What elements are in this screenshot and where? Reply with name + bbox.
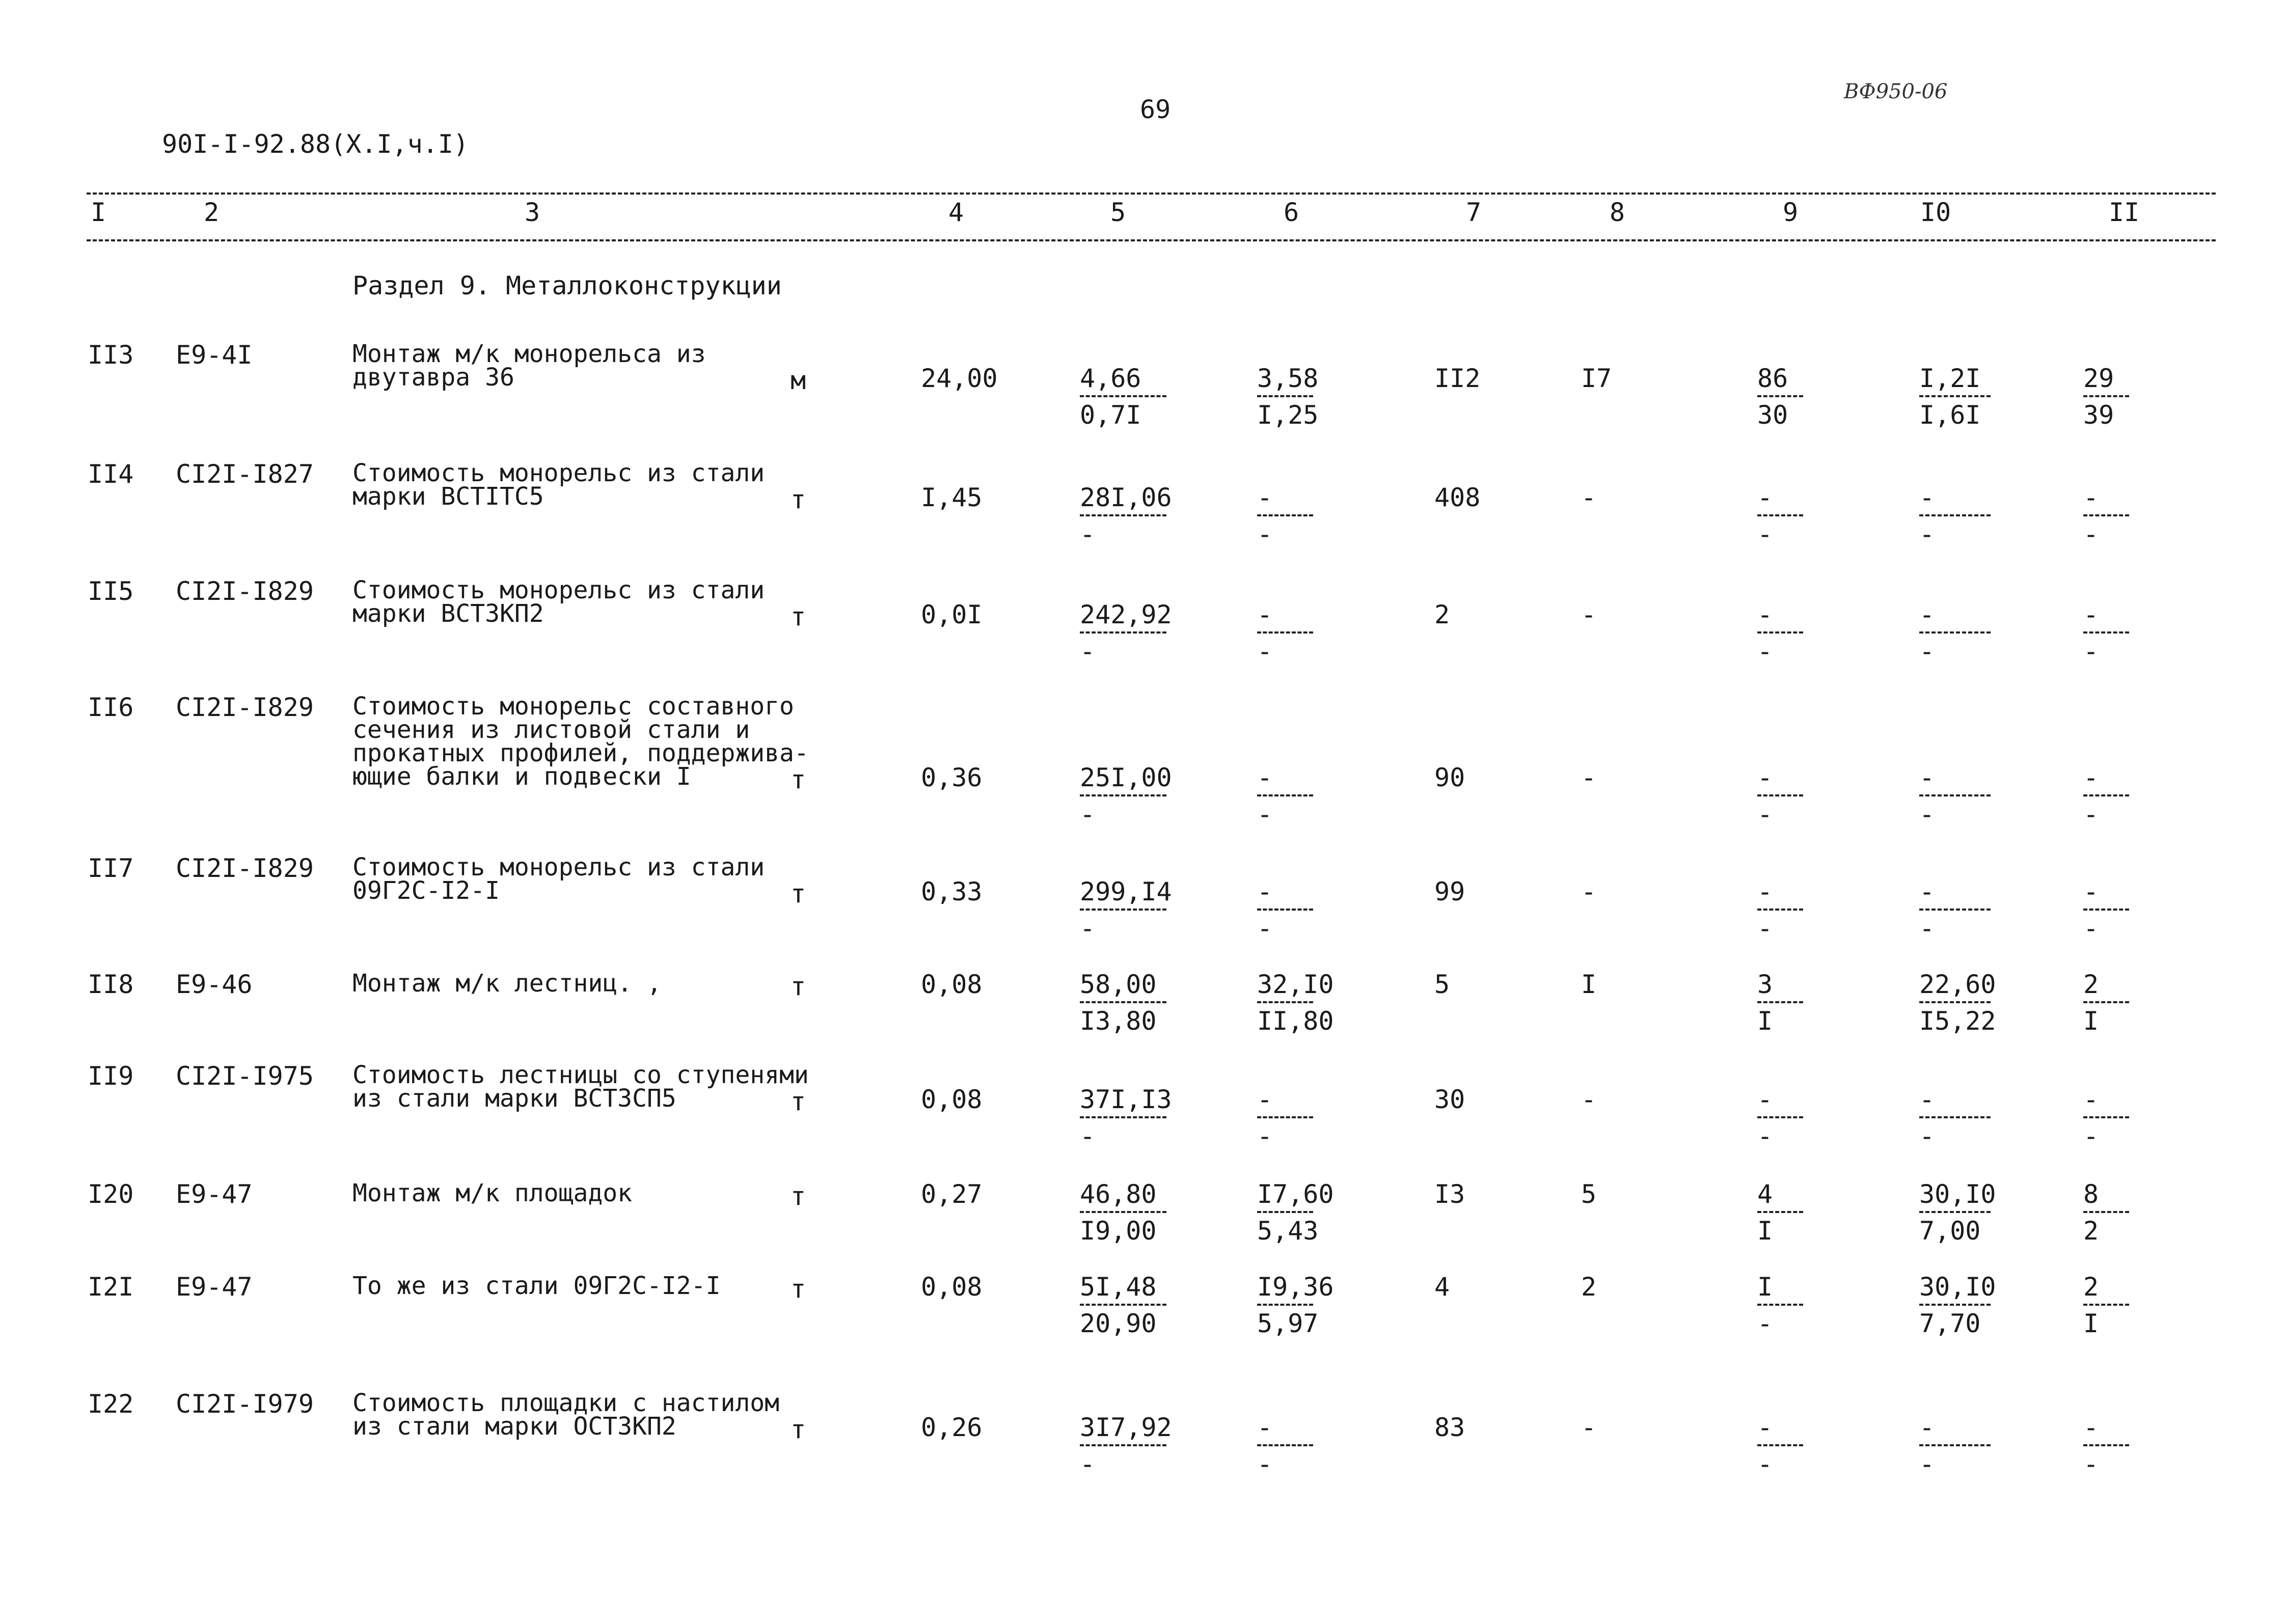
c11-numerator: 2 (2083, 970, 2099, 999)
work-description (352, 692, 809, 791)
c10-numerator: I,2I (1919, 364, 1981, 393)
unit: т (791, 485, 806, 514)
description-line: ющие балки и подвески I (352, 762, 691, 791)
c6-fraction-rule (1257, 1304, 1313, 1306)
c9-denominator: - (1757, 1121, 1773, 1151)
c9-denominator: - (1757, 1449, 1773, 1479)
work-description (352, 576, 765, 628)
c11-fraction-rule (2083, 631, 2129, 634)
c8-value: - (1581, 600, 1597, 629)
c9-denominator: - (1757, 800, 1773, 829)
c10-fraction-rule (1919, 514, 1991, 516)
c11-denominator: - (2083, 1449, 2099, 1479)
c7-value: 99 (1434, 877, 1465, 906)
c6-numerator: 32,I0 (1257, 970, 1334, 999)
c6-numerator: - (1257, 877, 1273, 906)
quantity: I,45 (921, 483, 983, 512)
c10-fraction-rule (1919, 1001, 1991, 1003)
c10-numerator: - (1919, 1085, 1935, 1114)
c5-denominator: - (1080, 1121, 1096, 1151)
c7-value: 90 (1434, 763, 1465, 792)
c11-fraction-rule (2083, 1211, 2129, 1213)
c6-denominator: 5,43 (1257, 1216, 1319, 1246)
c9-denominator: - (1757, 914, 1773, 943)
work-description (352, 1181, 632, 1205)
c11-fraction-rule (2083, 794, 2129, 796)
c9-numerator: 86 (1757, 364, 1788, 393)
c5-fraction-rule (1080, 1116, 1166, 1118)
c11-fraction-rule (2083, 395, 2129, 397)
c6-fraction-rule (1257, 514, 1313, 516)
c8-value: I (1581, 970, 1597, 999)
c9-numerator: 3 (1757, 970, 1773, 999)
description-line: прокатных профилей, поддержива- (352, 739, 809, 767)
c5-numerator: 3I7,92 (1080, 1413, 1172, 1442)
row-number: II5 (88, 576, 134, 606)
c10-denominator: - (1919, 914, 1935, 943)
c9-numerator: - (1757, 1413, 1773, 1442)
c9-fraction-rule (1757, 1304, 1803, 1306)
c11-fraction-rule (2083, 1001, 2129, 1003)
column-header: 9 (1783, 198, 1799, 227)
row-number: II9 (88, 1061, 134, 1091)
description-line: марки ВСТIТС5 (352, 482, 544, 511)
quantity: 0,08 (921, 1272, 983, 1302)
c8-value: I7 (1581, 364, 1612, 393)
c11-denominator: I (2083, 1309, 2099, 1338)
c5-numerator: 46,80 (1080, 1179, 1157, 1209)
quantity: 24,00 (921, 364, 998, 393)
column-header: 2 (204, 198, 220, 227)
column-header: 8 (1610, 198, 1625, 227)
column-header: 5 (1110, 198, 1126, 227)
c9-fraction-rule (1757, 1001, 1803, 1003)
c11-denominator: 39 (2083, 400, 2114, 430)
c11-denominator: - (2083, 519, 2099, 549)
c6-denominator: II,80 (1257, 1006, 1334, 1036)
description-line: Стоимость монорельс из стали (352, 459, 765, 487)
header-top-rule (87, 192, 2216, 195)
column-header: I (91, 198, 106, 227)
c10-fraction-rule (1919, 794, 1991, 796)
c11-numerator: - (2083, 763, 2099, 792)
c11-denominator: - (2083, 1121, 2099, 1151)
quantity: 0,36 (921, 763, 983, 792)
description-line: из стали марки ОСТ3КП2 (352, 1412, 676, 1441)
row-number: II8 (88, 970, 134, 999)
c5-numerator: 25I,00 (1080, 763, 1172, 792)
description-line: То же из стали 09Г2С-I2-I (352, 1272, 721, 1300)
c5-denominator: - (1080, 800, 1096, 829)
c9-numerator: - (1757, 877, 1773, 906)
c11-denominator: - (2083, 800, 2099, 829)
norm-code: CI2I-I829 (176, 576, 314, 606)
c10-denominator: - (1919, 1449, 1935, 1479)
row-number: I22 (88, 1389, 134, 1419)
page-number: 69 (1140, 95, 1171, 124)
c11-numerator: 8 (2083, 1179, 2099, 1209)
c6-denominator: - (1257, 1121, 1273, 1151)
c9-fraction-rule (1757, 631, 1803, 634)
c9-numerator: - (1757, 600, 1773, 629)
unit: т (791, 1274, 806, 1304)
description-line: Монтаж м/к площадок (352, 1179, 633, 1207)
work-description (352, 853, 765, 905)
work-description (352, 459, 765, 511)
c6-fraction-rule (1257, 1116, 1313, 1118)
c11-denominator: 2 (2083, 1216, 2099, 1246)
c9-fraction-rule (1757, 909, 1803, 911)
column-header: 3 (525, 198, 540, 227)
c5-fraction-rule (1080, 1001, 1166, 1003)
row-number: II7 (88, 854, 134, 883)
c5-fraction-rule (1080, 1304, 1166, 1306)
work-description (352, 1389, 780, 1441)
c7-value: 4 (1434, 1272, 1450, 1302)
column-header: 6 (1284, 198, 1299, 227)
c10-numerator: - (1919, 877, 1935, 906)
c6-denominator: - (1257, 1449, 1273, 1479)
c5-denominator: I9,00 (1080, 1216, 1157, 1246)
c7-value: 83 (1434, 1413, 1465, 1442)
c6-denominator: - (1257, 637, 1273, 666)
column-header: II (2109, 198, 2140, 227)
c9-denominator: I (1757, 1006, 1773, 1036)
handwritten-mark: ВФ950-06 (1844, 80, 1948, 103)
c10-denominator: 7,00 (1919, 1216, 1981, 1246)
c10-denominator: 7,70 (1919, 1309, 1981, 1338)
c8-value: - (1581, 763, 1597, 792)
unit: т (791, 879, 806, 909)
c9-numerator: - (1757, 763, 1773, 792)
quantity: 0,27 (921, 1179, 983, 1209)
c7-value: 408 (1434, 483, 1481, 512)
work-description (352, 340, 706, 392)
c10-denominator: - (1919, 637, 1935, 666)
description-line: двутавра 36 (352, 363, 514, 392)
c5-fraction-rule (1080, 794, 1166, 796)
norm-code: CI2I-I827 (176, 459, 314, 489)
c11-fraction-rule (2083, 1444, 2129, 1446)
c10-fraction-rule (1919, 1444, 1991, 1446)
c6-numerator: I9,36 (1257, 1272, 1334, 1302)
c10-fraction-rule (1919, 1116, 1991, 1118)
c6-numerator: - (1257, 763, 1273, 792)
c10-denominator: I,6I (1919, 400, 1981, 430)
c10-denominator: - (1919, 1121, 1935, 1151)
c5-fraction-rule (1080, 1211, 1166, 1213)
c7-value: 2 (1434, 600, 1450, 629)
section-title: Раздел 9. Металлоконструкции (352, 271, 782, 300)
c11-fraction-rule (2083, 909, 2129, 911)
description-line: Стоимость монорельс из стали (352, 576, 765, 604)
c6-fraction-rule (1257, 1444, 1313, 1446)
c9-numerator: - (1757, 483, 1773, 512)
c10-numerator: - (1919, 483, 1935, 512)
c9-denominator: 30 (1757, 400, 1788, 430)
norm-code: Е9-4I (176, 340, 253, 370)
c5-fraction-rule (1080, 631, 1166, 634)
c10-numerator: 30,I0 (1919, 1179, 1996, 1209)
c6-denominator: - (1257, 519, 1273, 549)
c11-fraction-rule (2083, 514, 2129, 516)
c5-denominator: 20,90 (1080, 1309, 1157, 1338)
c7-value: 30 (1434, 1085, 1465, 1114)
c6-denominator: I,25 (1257, 400, 1319, 430)
document-code: 90I-I-92.88(X.I,ч.I) (162, 129, 469, 159)
c6-fraction-rule (1257, 794, 1313, 796)
row-number: I2I (88, 1272, 134, 1302)
description-line: из стали марки ВСТ3СП5 (352, 1084, 676, 1113)
c11-denominator: - (2083, 637, 2099, 666)
c7-value: 5 (1434, 970, 1450, 999)
c6-fraction-rule (1257, 909, 1313, 911)
c11-numerator: - (2083, 483, 2099, 512)
c5-denominator: - (1080, 1449, 1096, 1479)
c11-numerator: 29 (2083, 364, 2114, 393)
c5-numerator: 4,66 (1080, 364, 1141, 393)
c10-numerator: 30,I0 (1919, 1272, 1996, 1302)
c9-numerator: I (1757, 1272, 1773, 1302)
description-line: Стоимость площадки с настилом (352, 1389, 780, 1417)
c6-fraction-rule (1257, 631, 1313, 634)
c10-fraction-rule (1919, 631, 1991, 634)
c10-numerator: - (1919, 1413, 1935, 1442)
c5-numerator: 242,92 (1080, 600, 1172, 629)
c11-denominator: - (2083, 914, 2099, 943)
description-line: 09Г2С-I2-I (352, 876, 500, 905)
column-header: 4 (948, 198, 964, 227)
quantity: 0,0I (921, 600, 983, 629)
norm-code: Е9-47 (176, 1272, 253, 1302)
row-number: I20 (88, 1179, 134, 1209)
work-description (352, 1061, 809, 1113)
unit: т (791, 1181, 806, 1211)
c5-denominator: - (1080, 914, 1096, 943)
c5-numerator: 28I,06 (1080, 483, 1172, 512)
header-bottom-rule (87, 239, 2216, 241)
unit: м (791, 366, 806, 395)
norm-code: Е9-47 (176, 1179, 253, 1209)
c11-numerator: - (2083, 1413, 2099, 1442)
quantity: 0,08 (921, 1085, 983, 1114)
c5-fraction-rule (1080, 395, 1166, 397)
c10-fraction-rule (1919, 395, 1991, 397)
unit: т (791, 602, 806, 631)
c9-denominator: - (1757, 1309, 1773, 1338)
description-line: Стоимость лестницы со ступенями (352, 1061, 809, 1089)
c9-fraction-rule (1757, 395, 1803, 397)
c6-fraction-rule (1257, 1001, 1313, 1003)
description-line: Монтаж м/к лестниц. , (352, 969, 662, 998)
c9-fraction-rule (1757, 514, 1803, 516)
c10-numerator: - (1919, 600, 1935, 629)
c10-fraction-rule (1919, 909, 1991, 911)
description-line: Стоимость монорельс из стали (352, 853, 765, 882)
c6-numerator: - (1257, 1413, 1273, 1442)
c6-numerator: - (1257, 483, 1273, 512)
c5-numerator: 58,00 (1080, 970, 1157, 999)
c9-denominator: I (1757, 1216, 1773, 1246)
c5-fraction-rule (1080, 909, 1166, 911)
c5-fraction-rule (1080, 1444, 1166, 1446)
c9-denominator: - (1757, 519, 1773, 549)
work-description (352, 969, 662, 998)
c9-numerator: - (1757, 1085, 1773, 1114)
c11-numerator: - (2083, 600, 2099, 629)
c6-denominator: - (1257, 800, 1273, 829)
c10-fraction-rule (1919, 1304, 1991, 1306)
c11-fraction-rule (2083, 1116, 2129, 1118)
c9-denominator: - (1757, 637, 1773, 666)
c11-numerator: - (2083, 877, 2099, 906)
c10-denominator: - (1919, 800, 1935, 829)
c6-denominator: 5,97 (1257, 1309, 1319, 1338)
c11-fraction-rule (2083, 1304, 2129, 1306)
unit: т (791, 972, 806, 1001)
c9-fraction-rule (1757, 1116, 1803, 1118)
c7-value: II2 (1434, 364, 1481, 393)
quantity: 0,26 (921, 1413, 983, 1442)
c11-numerator: 2 (2083, 1272, 2099, 1302)
description-line: Стоимость монорельс составного (352, 692, 794, 721)
c6-fraction-rule (1257, 1211, 1313, 1213)
description-line: сечения из листовой стали и (352, 715, 750, 744)
c10-numerator: 22,60 (1919, 970, 1996, 999)
c10-fraction-rule (1919, 1211, 1991, 1213)
c5-denominator: - (1080, 519, 1096, 549)
c5-fraction-rule (1080, 514, 1166, 516)
c8-value: 5 (1581, 1179, 1597, 1209)
norm-code: CI2I-I979 (176, 1389, 314, 1419)
c8-value: - (1581, 1413, 1597, 1442)
c5-numerator: 5I,48 (1080, 1272, 1157, 1302)
c9-fraction-rule (1757, 1444, 1803, 1446)
c6-numerator: I7,60 (1257, 1179, 1334, 1209)
c8-value: 2 (1581, 1272, 1597, 1302)
c6-numerator: 3,58 (1257, 364, 1319, 393)
unit: т (791, 765, 806, 794)
norm-code: Е9-46 (176, 970, 253, 999)
description-line: Монтаж м/к монорельса из (352, 340, 706, 368)
c6-denominator: - (1257, 914, 1273, 943)
c6-fraction-rule (1257, 395, 1313, 397)
norm-code: CI2I-I829 (176, 854, 314, 883)
c10-denominator: I5,22 (1919, 1006, 1996, 1036)
c10-denominator: - (1919, 519, 1935, 549)
c8-value: - (1581, 1085, 1597, 1114)
unit: т (791, 1087, 806, 1116)
c11-numerator: - (2083, 1085, 2099, 1114)
norm-code: CI2I-I829 (176, 693, 314, 722)
c10-numerator: - (1919, 763, 1935, 792)
c8-value: - (1581, 483, 1597, 512)
c6-numerator: - (1257, 600, 1273, 629)
quantity: 0,33 (921, 877, 983, 906)
row-number: II3 (88, 340, 134, 370)
c7-value: I3 (1434, 1179, 1465, 1209)
quantity: 0,08 (921, 970, 983, 999)
unit: т (791, 1415, 806, 1444)
row-number: II6 (88, 693, 134, 722)
norm-code: CI2I-I975 (176, 1061, 314, 1091)
c9-numerator: 4 (1757, 1179, 1773, 1209)
c11-denominator: I (2083, 1006, 2099, 1036)
c8-value: - (1581, 877, 1597, 906)
column-header: I0 (1920, 198, 1951, 227)
c5-denominator: I3,80 (1080, 1006, 1157, 1036)
description-line: марки ВСТ3КП2 (352, 599, 544, 628)
row-number: II4 (88, 459, 134, 489)
c5-numerator: 37I,I3 (1080, 1085, 1172, 1114)
c6-numerator: - (1257, 1085, 1273, 1114)
column-header: 7 (1466, 198, 1482, 227)
work-description (352, 1274, 720, 1298)
c9-fraction-rule (1757, 794, 1803, 796)
c9-fraction-rule (1757, 1211, 1803, 1213)
c5-numerator: 299,I4 (1080, 877, 1172, 906)
c5-denominator: - (1080, 637, 1096, 666)
c5-denominator: 0,7I (1080, 400, 1141, 430)
